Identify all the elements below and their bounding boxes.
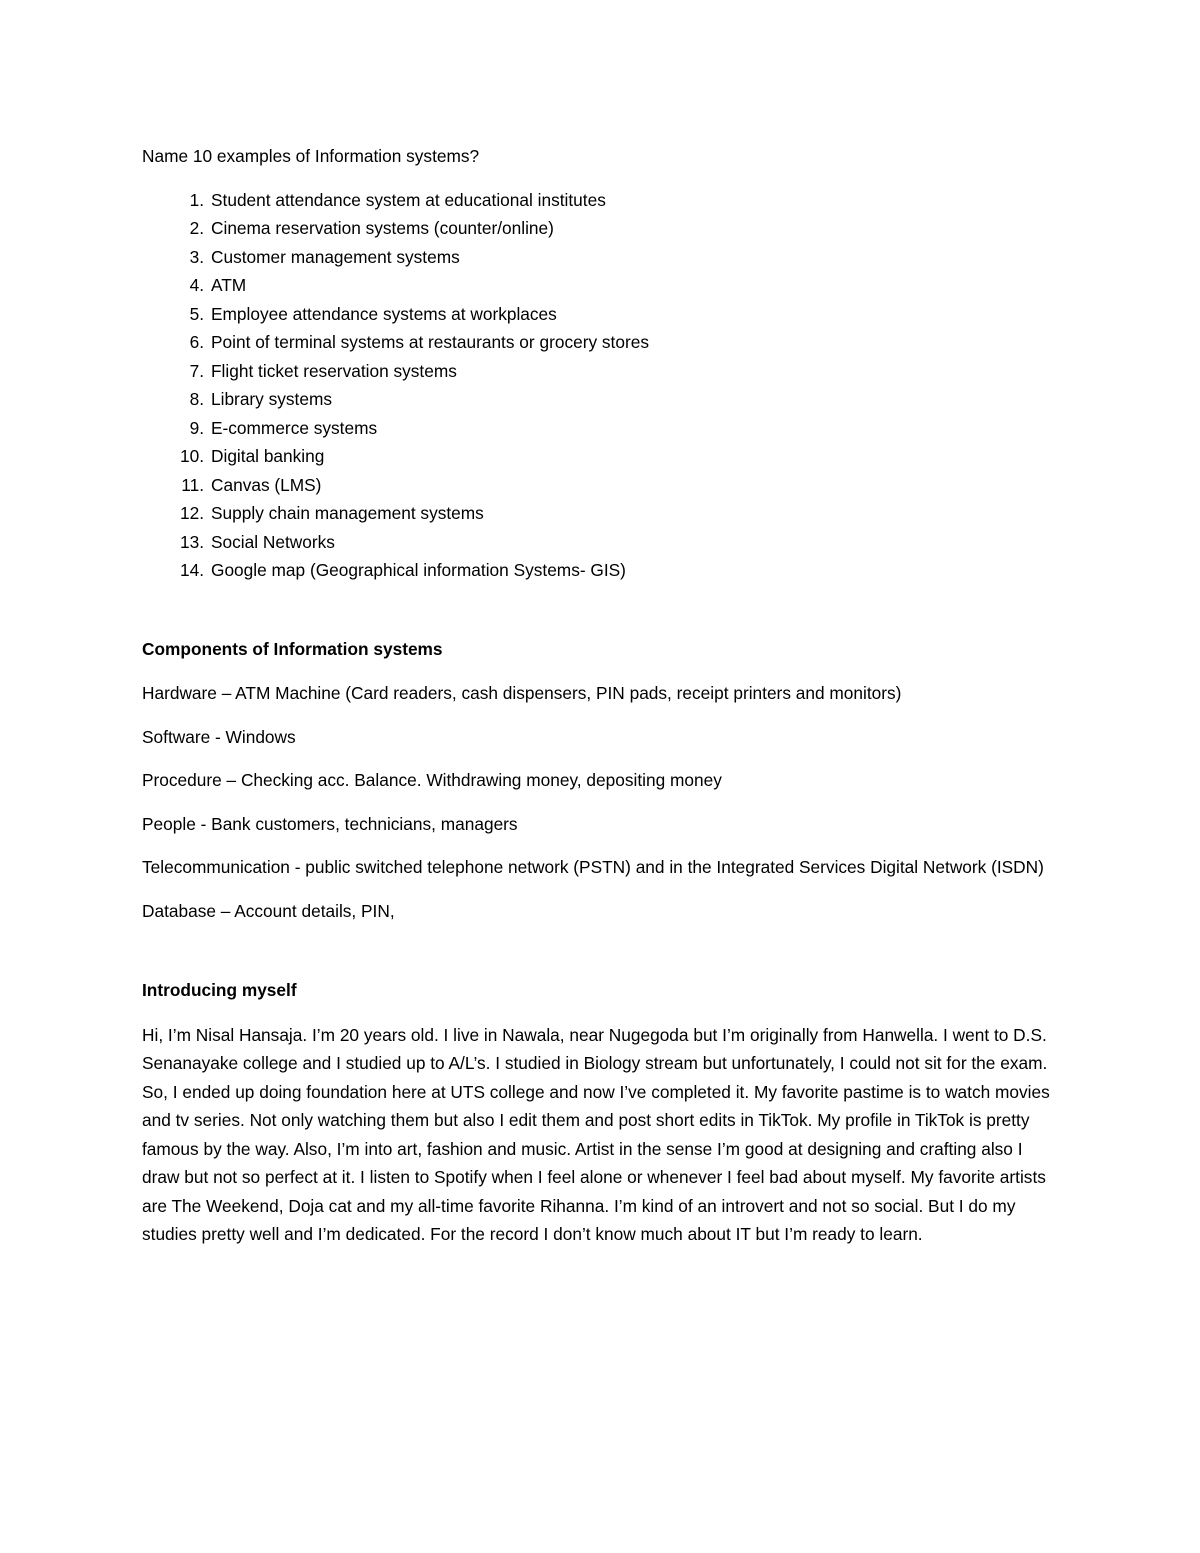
document-body bbox=[142, 142, 1057, 1249]
list-item-text: Cinema reservation systems (counter/online) bbox=[211, 218, 554, 238]
list-item bbox=[142, 357, 1057, 386]
list-item-text: Employee attendance systems at workplaces bbox=[211, 303, 557, 324]
list-item bbox=[142, 186, 1057, 215]
list-number: 10. bbox=[179, 446, 204, 466]
list-item-text: E-commerce systems bbox=[211, 417, 378, 438]
list-item bbox=[142, 385, 1057, 414]
list-item-text: Student attendance system at educational institutes bbox=[211, 189, 606, 210]
component-telecommunication: Telecommunication - public switched telephone network (PSTN) and in the Integrated Services Digital Network (ISDN) bbox=[142, 857, 1044, 877]
list-item bbox=[142, 243, 1057, 272]
list-item bbox=[142, 414, 1057, 443]
list-item-text: Customer management systems bbox=[211, 246, 460, 267]
list-item bbox=[142, 300, 1057, 329]
list-item bbox=[142, 271, 1057, 300]
list-number: 2. bbox=[189, 218, 204, 238]
intro-paragraph: Hi, I’m Nisal Hansaja. I’m 20 years old. I live in Nawala, near Nugegoda but I’m originally from Hanwella. I went to D.S. Senanayake college and I studied up to A/L’s. I studied in Biology stream but unfortunately, I could not sit for the exam. So, I ended up doing foundation here at UTS college and now I’ve completed it. My favorite pastime is to watch movies and tv series. Not only watching them but also I edit them and post short edits in TikTok. My profile in TikTok is pretty famous by the way. Also, I’m into art, fashion and music. Artist in the sense I’m good at designing and crafting also I draw but not so perfect at it. I listen to Spotify when I feel alone or whenever I feel bad about myself. My favorite artists are The Weekend, Doja cat and my all-time favorite Rihanna. I’m kind of an introvert and not so social. But I do my studies pretty well and I’m dedicated. For the record I don’t know much about IT but I’m ready to learn. bbox=[142, 1024, 1050, 1244]
list-number: 13. bbox=[179, 531, 204, 552]
components-heading: Components of Information systems bbox=[142, 638, 443, 659]
list-item-text: Flight ticket reservation systems bbox=[211, 360, 457, 381]
list-item bbox=[142, 442, 1057, 471]
list-item-text: Library systems bbox=[211, 389, 332, 409]
list-item-text: Canvas (LMS) bbox=[211, 474, 322, 495]
list-item bbox=[142, 528, 1057, 557]
component-hardware: Hardware – ATM Machine (Card readers, cash dispensers, PIN pads, receipt printers and monitors) bbox=[142, 683, 902, 703]
list-number: 9. bbox=[189, 417, 204, 438]
list-item bbox=[142, 328, 1057, 357]
list-item-text: Google map (Geographical information Systems- GIS) bbox=[211, 560, 626, 580]
list-number: 12. bbox=[179, 503, 204, 523]
list-item-text: Digital banking bbox=[211, 446, 325, 466]
component-people: People - Bank customers, technicians, managers bbox=[142, 813, 518, 834]
list-number: 3. bbox=[189, 246, 204, 267]
intro-heading: Introducing myself bbox=[142, 980, 297, 1000]
list-number: 11. bbox=[181, 474, 204, 495]
component-software: Software - Windows bbox=[142, 726, 296, 747]
question-text: Name 10 examples of Information systems? bbox=[142, 146, 480, 166]
list-item-text: ATM bbox=[211, 275, 247, 295]
list-item bbox=[142, 556, 1057, 585]
list-item bbox=[142, 214, 1057, 243]
list-number: 1. bbox=[189, 189, 204, 210]
component-database: Database – Account details, PIN, bbox=[142, 900, 395, 921]
list-number: 6. bbox=[189, 332, 204, 352]
list-item bbox=[142, 499, 1057, 528]
list-number: 5. bbox=[189, 303, 204, 324]
examples-list bbox=[142, 186, 1057, 585]
list-item bbox=[142, 471, 1057, 500]
list-item-text: Supply chain management systems bbox=[211, 503, 484, 523]
component-procedure: Procedure – Checking acc. Balance. Withdrawing money, depositing money bbox=[142, 770, 722, 790]
list-item-text: Social Networks bbox=[211, 531, 335, 552]
list-number: 14. bbox=[179, 560, 204, 580]
list-number: 7. bbox=[189, 360, 204, 381]
list-number: 4. bbox=[189, 275, 204, 295]
list-number: 8. bbox=[189, 389, 204, 409]
list-item-text: Point of terminal systems at restaurants or grocery stores bbox=[211, 332, 649, 352]
